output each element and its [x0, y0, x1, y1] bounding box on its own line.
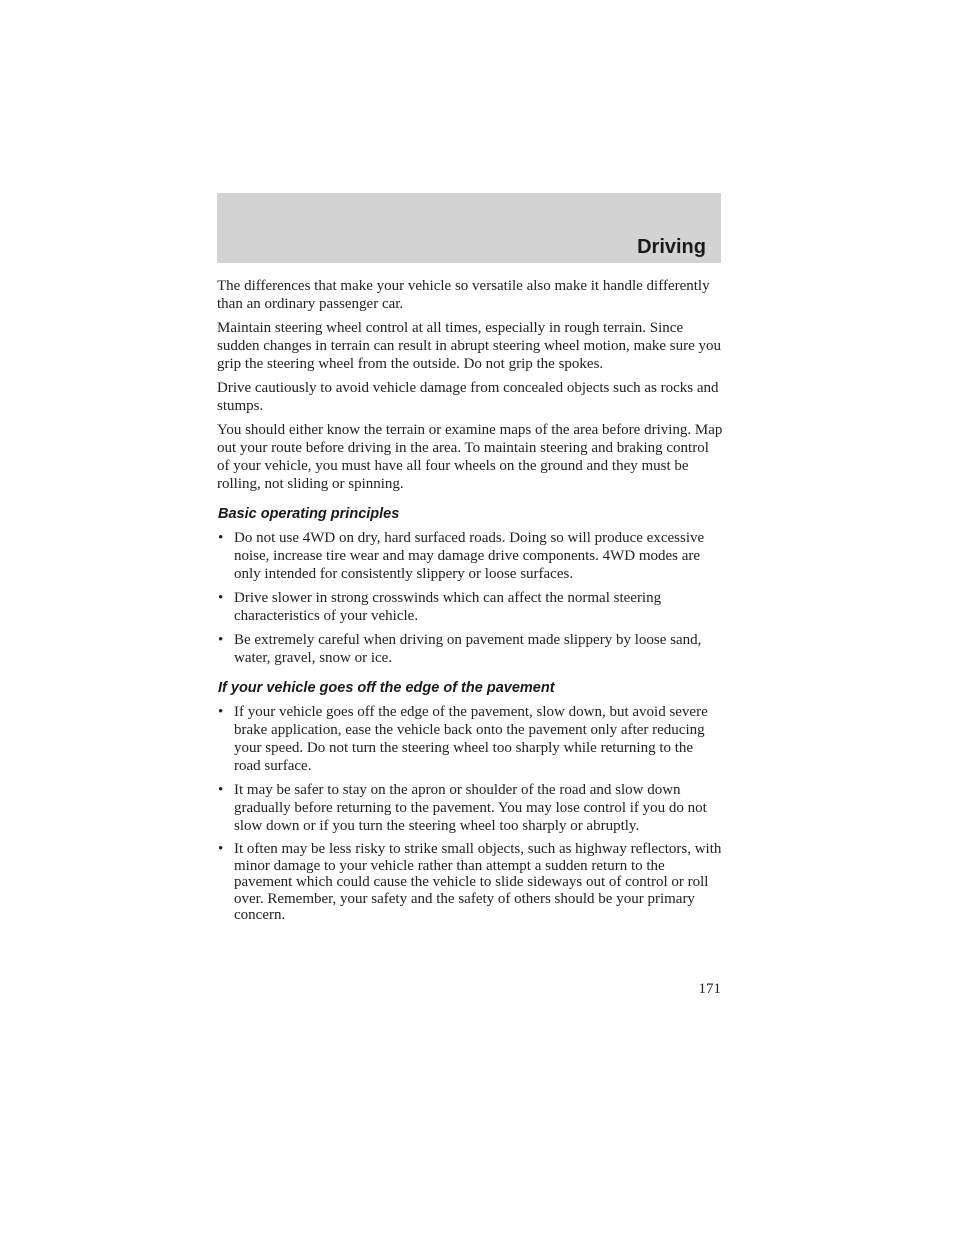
section-title: Driving: [637, 236, 706, 258]
bullet-icon: •: [218, 782, 224, 798]
subheading-off-pavement: If your vehicle goes off the edge of the pavement: [218, 680, 555, 696]
bullet-icon: •: [218, 704, 224, 720]
bullet-list: [217, 529, 723, 667]
list-item-text: Be extremely careful when driving on pavement made slippery by loose sand, water, gravel, snow or ice.: [234, 632, 702, 666]
list-item: [217, 589, 723, 625]
bullet-icon: •: [218, 530, 224, 546]
bullet-list: [217, 703, 723, 924]
list-item: [217, 529, 723, 583]
page-number: 171: [698, 981, 721, 997]
list-item-text: It often may be less risky to strike small objects, such as highway reflectors, with minor damage to your vehicle rather than attempt a sudden return to the pavement which could cause the vehicle to slide sideways out of control or roll over. Remember, your safety and the safety of others should be your primary concern.: [234, 841, 722, 923]
list-item-text: It may be safer to stay on the apron or shoulder of the road and slow down gradually before returning to the pavement. You may lose control if you do not slow down or if you turn the steering wheel too sharply or abruptly.: [234, 782, 707, 834]
subheading-basic-operating-principles: Basic operating principles: [218, 506, 400, 522]
list-item-text: Drive slower in strong crosswinds which can affect the normal steering characteristics of your vehicle.: [234, 590, 662, 624]
body-paragraph: You should either know the terrain or examine maps of the area before driving. Map out your route before driving in the area. To maintain steering and braking control of your vehicle, you must have all four wheels on the ground and they must be rolling, not sliding or spinning.: [217, 422, 723, 492]
bullet-icon: •: [218, 590, 224, 606]
list-item-text: Do not use 4WD on dry, hard surfaced roads. Doing so will produce excessive noise, increase tire wear and may damage drive components. 4WD modes are only intended for consistently slippery or loose surfaces.: [234, 530, 705, 582]
list-item: [217, 781, 723, 835]
list-item: [217, 841, 723, 924]
bullet-icon: •: [218, 632, 224, 648]
list-item-text: If your vehicle goes off the edge of the pavement, slow down, but avoid severe brake application, ease the vehicle back onto the pavement only after reducing your speed. Do not turn the steering wheel too sharply while returning to the road surface.: [234, 704, 708, 774]
body-paragraph: Drive cautiously to avoid vehicle damage from concealed objects such as rocks and stumps.: [217, 380, 719, 414]
bullet-icon: •: [218, 841, 224, 857]
body-paragraph: Maintain steering wheel control at all times, especially in rough terrain. Since sudden changes in terrain can result in abrupt steering wheel motion, make sure you grip the steering wheel from the outside. Do not grip the spokes.: [217, 320, 722, 372]
list-item: [217, 703, 723, 775]
body-paragraph: The differences that make your vehicle so versatile also make it handle differently than an ordinary passenger car.: [217, 278, 710, 312]
section-header-band: [217, 193, 721, 263]
list-item: [217, 631, 723, 667]
page-body: [217, 277, 723, 930]
